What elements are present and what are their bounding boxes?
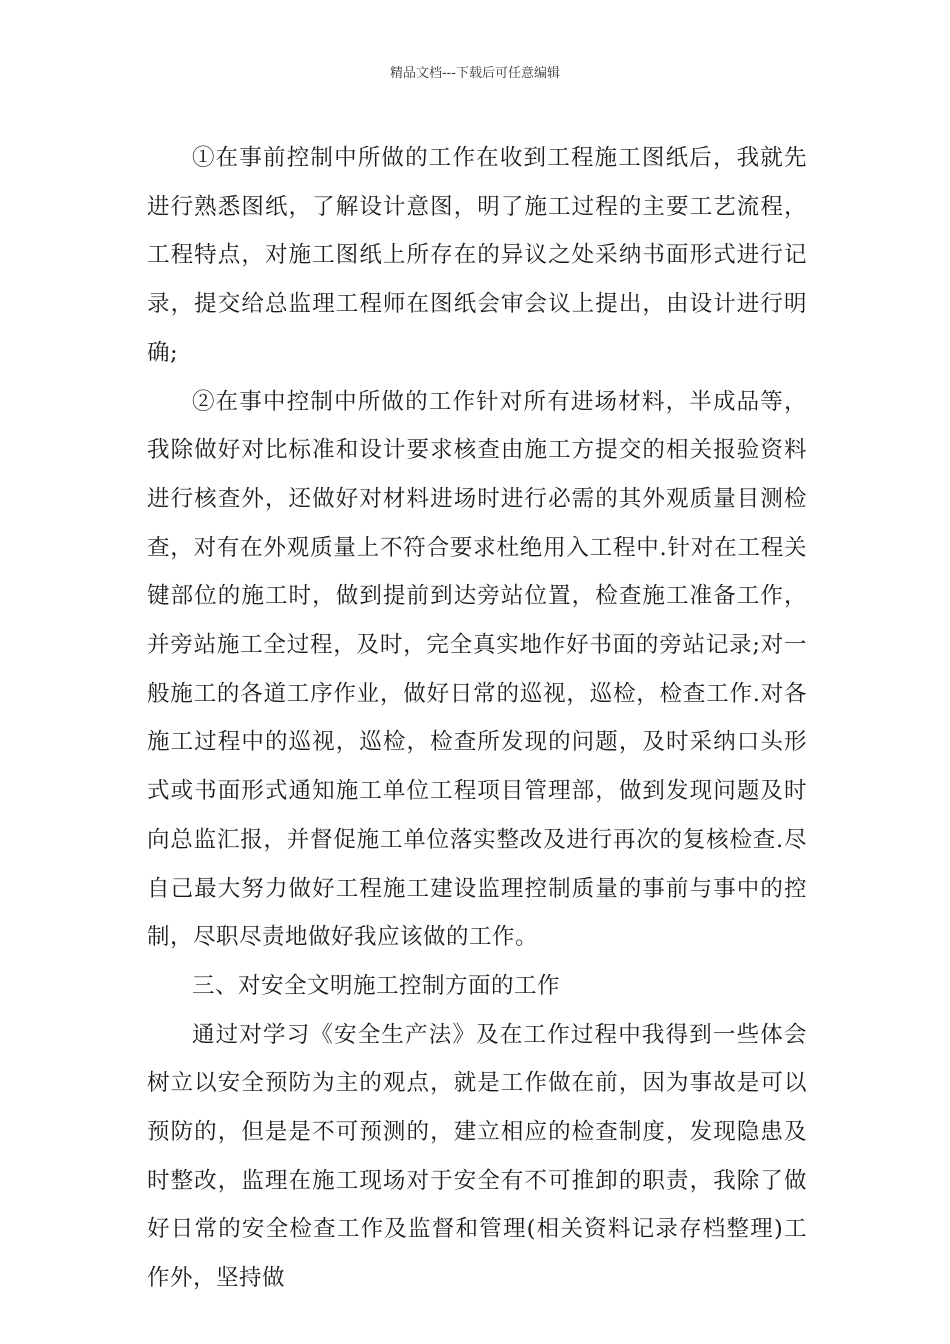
paragraph-safety-work: 通过对学习《安全生产法》及在工作过程中我得到一些体会树立以安全预防为主的观点，就是工作做在前，因为事故是可以预防的，但是是不可预测的，建立相应的检查制度，发现隐患及时整改，监理在施工现场对于安全有不可推卸的职责，我除了做好日常的安全检查工作及监督和管理(相关资料记录存档整理)工作外，坚持做 [147,1021,807,1292]
section-heading-safety: 三、对安全文明施工控制方面的工作 [192,972,561,999]
document-body [147,134,807,1303]
page-header: 精品文档---下载后可任意编辑 [389,66,561,81]
paragraph-in-process-control: ②在事中控制中所做的工作针对所有进场材料，半成品等，我除做好对比标准和设计要求核查由施工方提交的相关报验资料进行核查外，还做好对材料进场时进行必需的其外观质量目测检查，对有在外观质量上不符合要求杜绝用入工程中.针对在工程关键部位的施工时，做到提前到达旁站位置，检查施工准备工作，并旁站施工全过程，及时，完全真实地作好书面的旁站记录;对一般施工的各道工序作业，做好日常的巡视，巡检，检查工作.对各施工过程中的巡视，巡检，检查所发现的问题，及时采纳口头形式或书面形式通知施工单位工程项目管理部，做到发现问题及时向总监汇报，并督促施工单位落实整改及进行再次的复核检查.尽自己最大努力做好工程施工建设监理控制质量的事前与事中的控制，尽职尽责地做好我应该做的工作。 [147,388,807,951]
paragraph-pre-control: ①在事前控制中所做的工作在收到工程施工图纸后，我就先进行熟悉图纸，了解设计意图，明了施工过程的主要工艺流程，工程特点，对施工图纸上所存在的异议之处采纳书面形式进行记录，提交给总监理工程师在图纸会审会议上提出，由设计进行明确; [147,145,807,366]
